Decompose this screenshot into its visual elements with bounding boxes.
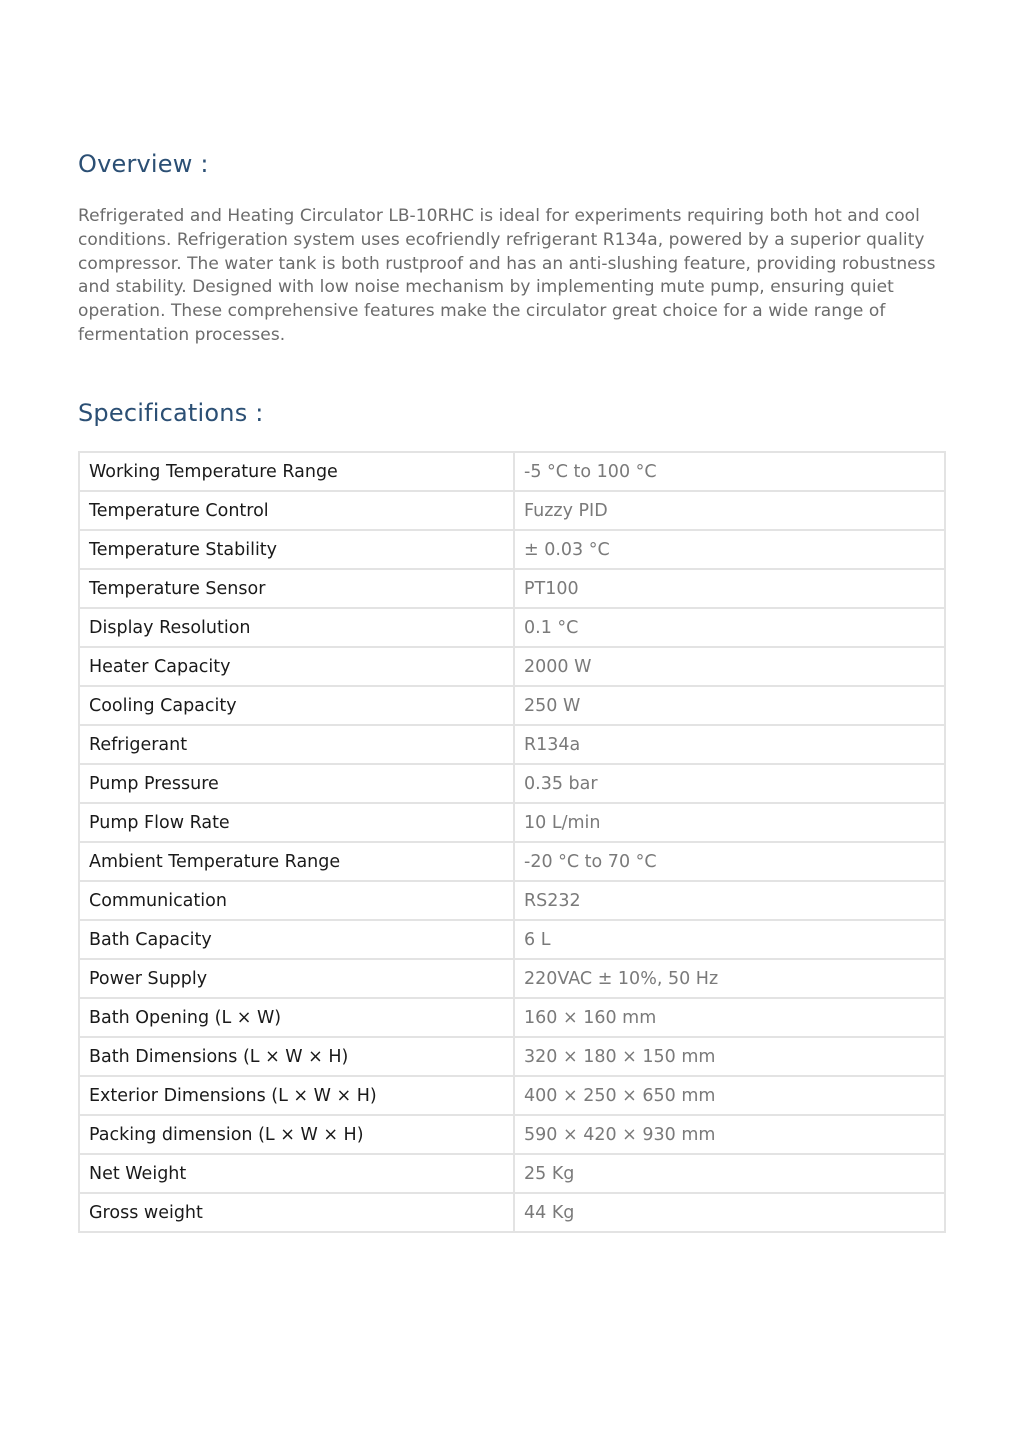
spec-value: 400 × 250 × 650 mm xyxy=(514,1076,945,1115)
spec-value: Fuzzy PID xyxy=(514,491,945,530)
spec-name: Net Weight xyxy=(79,1154,514,1193)
table-row xyxy=(79,725,945,764)
spec-value: RS232 xyxy=(514,881,945,920)
specifications-table xyxy=(78,451,946,1233)
spec-name: Cooling Capacity xyxy=(79,686,514,725)
table-row xyxy=(79,881,945,920)
spec-name: Display Resolution xyxy=(79,608,514,647)
spec-name: Temperature Stability xyxy=(79,530,514,569)
table-row xyxy=(79,686,945,725)
table-row xyxy=(79,1193,945,1232)
table-row xyxy=(79,764,945,803)
table-row xyxy=(79,998,945,1037)
spec-name: Exterior Dimensions (L × W × H) xyxy=(79,1076,514,1115)
spec-value: 250 W xyxy=(514,686,945,725)
table-row xyxy=(79,569,945,608)
table-row xyxy=(79,842,945,881)
table-row xyxy=(79,608,945,647)
spec-value: 320 × 180 × 150 mm xyxy=(514,1037,945,1076)
spec-name: Power Supply xyxy=(79,959,514,998)
specifications-heading: Specifications : xyxy=(78,399,264,427)
spec-value: 590 × 420 × 930 mm xyxy=(514,1115,945,1154)
table-row xyxy=(79,1154,945,1193)
spec-name: Heater Capacity xyxy=(79,647,514,686)
spec-name: Bath Dimensions (L × W × H) xyxy=(79,1037,514,1076)
overview-heading: Overview : xyxy=(78,150,209,178)
spec-name: Pump Pressure xyxy=(79,764,514,803)
spec-name: Temperature Control xyxy=(79,491,514,530)
spec-name: Temperature Sensor xyxy=(79,569,514,608)
spec-value: R134a xyxy=(514,725,945,764)
table-row xyxy=(79,1115,945,1154)
spec-name: Bath Opening (L × W) xyxy=(79,998,514,1037)
table-row xyxy=(79,920,945,959)
spec-value: 6 L xyxy=(514,920,945,959)
spec-name: Gross weight xyxy=(79,1193,514,1232)
table-row xyxy=(79,803,945,842)
spec-name: Communication xyxy=(79,881,514,920)
table-row xyxy=(79,1076,945,1115)
spec-value: 220VAC ± 10%, 50 Hz xyxy=(514,959,945,998)
spec-value: 44 Kg xyxy=(514,1193,945,1232)
table-row xyxy=(79,959,945,998)
table-row xyxy=(79,530,945,569)
spec-value: ± 0.03 °C xyxy=(514,530,945,569)
spec-value: 2000 W xyxy=(514,647,945,686)
spec-value: 0.35 bar xyxy=(514,764,945,803)
spec-value: PT100 xyxy=(514,569,945,608)
spec-name: Working Temperature Range xyxy=(79,452,514,491)
spec-name: Bath Capacity xyxy=(79,920,514,959)
spec-name: Ambient Temperature Range xyxy=(79,842,514,881)
table-row xyxy=(79,452,945,491)
spec-name: Packing dimension (L × W × H) xyxy=(79,1115,514,1154)
spec-value: 0.1 °C xyxy=(514,608,945,647)
spec-value: 25 Kg xyxy=(514,1154,945,1193)
table-row xyxy=(79,1037,945,1076)
spec-value: -5 °C to 100 °C xyxy=(514,452,945,491)
spec-name: Pump Flow Rate xyxy=(79,803,514,842)
table-row xyxy=(79,491,945,530)
spec-value: 10 L/min xyxy=(514,803,945,842)
table-row xyxy=(79,647,945,686)
overview-paragraph: Refrigerated and Heating Circulator LB-10RHC is ideal for experiments requiring both hot and cool conditions. Refrigeration system uses ecofriendly refrigerant R134a, powered by a superior quality compressor. The water tank is both rustproof and has an anti-slushing feature, providing robustness and stability. Designed with low noise mechanism by implementing mute pump, ensuring quiet operation. These comprehensive features make the circulator great choice for a wide range of fermentation processes. xyxy=(78,206,936,345)
spec-value: 160 × 160 mm xyxy=(514,998,945,1037)
spec-name: Refrigerant xyxy=(79,725,514,764)
spec-value: -20 °C to 70 °C xyxy=(514,842,945,881)
